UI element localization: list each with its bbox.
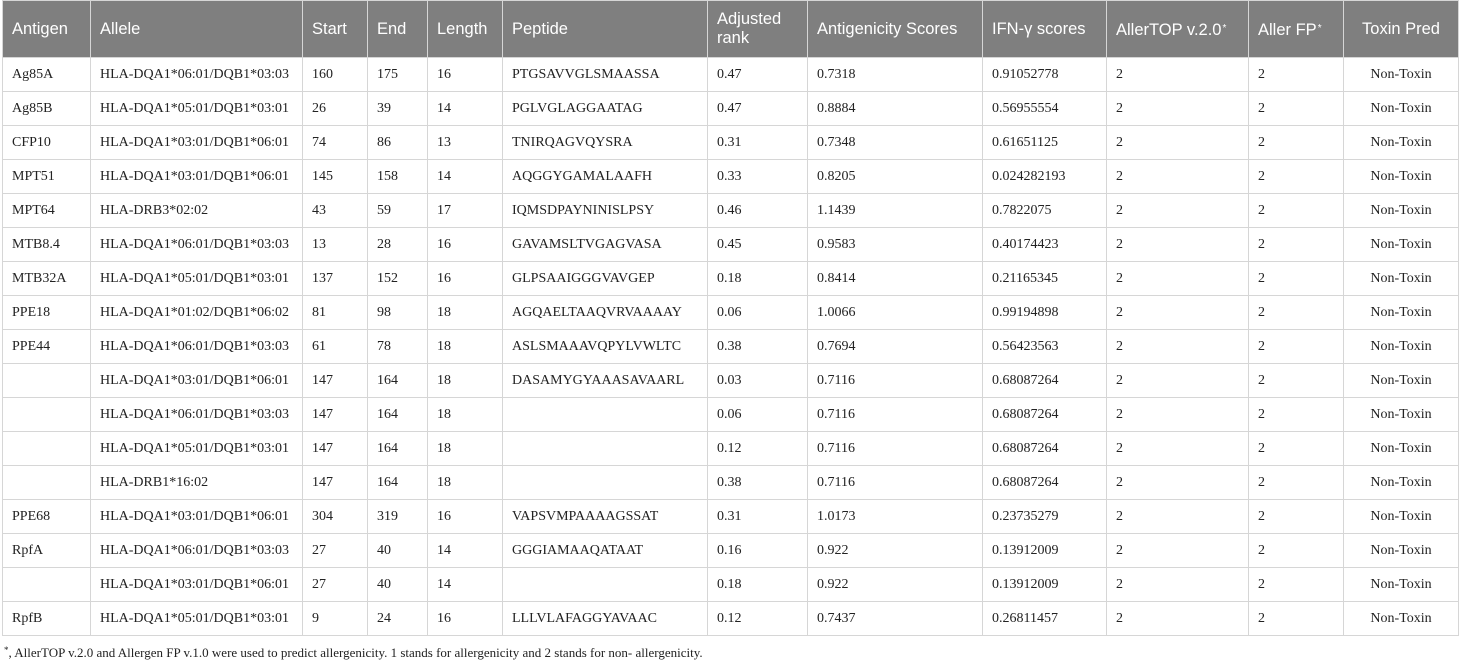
header-antigen: Antigen xyxy=(3,1,91,58)
cell-length: 18 xyxy=(428,364,503,398)
cell-peptide: GGGIAMAAQATAAT xyxy=(503,534,708,568)
table-container xyxy=(2,0,1458,636)
cell-antigenicity-score: 0.7694 xyxy=(808,330,983,364)
cell-ifn-score: 0.56955554 xyxy=(983,92,1107,126)
header-adjusted-rank: Adjusted rank xyxy=(708,1,808,58)
cell-end: 39 xyxy=(368,92,428,126)
cell-allertop: 2 xyxy=(1107,364,1249,398)
cell-start: 43 xyxy=(303,194,368,228)
cell-start: 61 xyxy=(303,330,368,364)
cell-allertop: 2 xyxy=(1107,160,1249,194)
cell-peptide: GAVAMSLTVGAGVASA xyxy=(503,228,708,262)
header-antigenicity-scores: Antigenicity Scores xyxy=(808,1,983,58)
cell-allele: HLA-DQA1*05:01/DQB1*03:01 xyxy=(91,602,303,636)
cell-toxin-pred: Non-Toxin xyxy=(1344,262,1459,296)
footnote xyxy=(4,645,703,661)
cell-start: 27 xyxy=(303,568,368,602)
cell-ifn-score: 0.68087264 xyxy=(983,364,1107,398)
cell-end: 86 xyxy=(368,126,428,160)
cell-antigen: MPT64 xyxy=(3,194,91,228)
cell-start: 145 xyxy=(303,160,368,194)
cell-peptide: AGQAELTAAQVRVAAAAY xyxy=(503,296,708,330)
table-row xyxy=(3,228,1459,262)
cell-length: 14 xyxy=(428,534,503,568)
cell-ifn-score: 0.91052778 xyxy=(983,58,1107,92)
cell-antigen xyxy=(3,398,91,432)
header-allerfp: Aller FP* xyxy=(1249,1,1344,58)
cell-allertop: 2 xyxy=(1107,568,1249,602)
cell-allele: HLA-DQA1*06:01/DQB1*03:03 xyxy=(91,398,303,432)
cell-peptide: AQGGYGAMALAAFH xyxy=(503,160,708,194)
cell-peptide xyxy=(503,466,708,500)
cell-antigen xyxy=(3,466,91,500)
cell-start: 147 xyxy=(303,364,368,398)
cell-allerfp: 2 xyxy=(1249,432,1344,466)
table-row xyxy=(3,466,1459,500)
cell-end: 59 xyxy=(368,194,428,228)
cell-adjusted-rank: 0.31 xyxy=(708,500,808,534)
table-row xyxy=(3,602,1459,636)
cell-ifn-score: 0.23735279 xyxy=(983,500,1107,534)
cell-length: 16 xyxy=(428,228,503,262)
cell-toxin-pred: Non-Toxin xyxy=(1344,432,1459,466)
cell-toxin-pred: Non-Toxin xyxy=(1344,500,1459,534)
table-row xyxy=(3,92,1459,126)
cell-allele: HLA-DQA1*06:01/DQB1*03:03 xyxy=(91,330,303,364)
header-peptide: Peptide xyxy=(503,1,708,58)
cell-allerfp: 2 xyxy=(1249,296,1344,330)
cell-antigenicity-score: 0.8205 xyxy=(808,160,983,194)
cell-allerfp: 2 xyxy=(1249,160,1344,194)
cell-peptide: VAPSVMPAAAAGSSAT xyxy=(503,500,708,534)
cell-start: 304 xyxy=(303,500,368,534)
header-ifn-scores: IFN-γ scores xyxy=(983,1,1107,58)
cell-start: 26 xyxy=(303,92,368,126)
cell-antigenicity-score: 1.1439 xyxy=(808,194,983,228)
cell-allerfp: 2 xyxy=(1249,364,1344,398)
cell-length: 14 xyxy=(428,160,503,194)
cell-allerfp: 2 xyxy=(1249,534,1344,568)
cell-allele: HLA-DQA1*03:01/DQB1*06:01 xyxy=(91,126,303,160)
table-row xyxy=(3,58,1459,92)
cell-antigen: MTB8.4 xyxy=(3,228,91,262)
cell-toxin-pred: Non-Toxin xyxy=(1344,228,1459,262)
cell-start: 147 xyxy=(303,398,368,432)
cell-allele: HLA-DQA1*05:01/DQB1*03:01 xyxy=(91,432,303,466)
cell-toxin-pred: Non-Toxin xyxy=(1344,534,1459,568)
cell-antigen: Ag85A xyxy=(3,58,91,92)
cell-end: 164 xyxy=(368,432,428,466)
table-row xyxy=(3,296,1459,330)
cell-allele: HLA-DQA1*05:01/DQB1*03:01 xyxy=(91,262,303,296)
cell-antigenicity-score: 0.922 xyxy=(808,534,983,568)
cell-adjusted-rank: 0.45 xyxy=(708,228,808,262)
cell-toxin-pred: Non-Toxin xyxy=(1344,602,1459,636)
cell-start: 160 xyxy=(303,58,368,92)
table-row xyxy=(3,534,1459,568)
cell-ifn-score: 0.56423563 xyxy=(983,330,1107,364)
cell-allele: HLA-DRB1*16:02 xyxy=(91,466,303,500)
table-body xyxy=(3,58,1459,636)
cell-allerfp: 2 xyxy=(1249,398,1344,432)
cell-antigen xyxy=(3,568,91,602)
cell-ifn-score: 0.68087264 xyxy=(983,432,1107,466)
cell-allerfp: 2 xyxy=(1249,330,1344,364)
table-row xyxy=(3,568,1459,602)
cell-end: 40 xyxy=(368,568,428,602)
cell-allertop: 2 xyxy=(1107,500,1249,534)
cell-allertop: 2 xyxy=(1107,398,1249,432)
cell-toxin-pred: Non-Toxin xyxy=(1344,364,1459,398)
cell-allele: HLA-DQA1*03:01/DQB1*06:01 xyxy=(91,160,303,194)
table-row xyxy=(3,364,1459,398)
cell-ifn-score: 0.68087264 xyxy=(983,466,1107,500)
cell-antigen: MTB32A xyxy=(3,262,91,296)
cell-allerfp: 2 xyxy=(1249,126,1344,160)
cell-adjusted-rank: 0.33 xyxy=(708,160,808,194)
table-row xyxy=(3,262,1459,296)
cell-start: 147 xyxy=(303,466,368,500)
cell-length: 14 xyxy=(428,92,503,126)
cell-allertop: 2 xyxy=(1107,466,1249,500)
cell-adjusted-rank: 0.12 xyxy=(708,432,808,466)
cell-peptide: GLPSAAIGGGVAVGEP xyxy=(503,262,708,296)
cell-antigenicity-score: 1.0066 xyxy=(808,296,983,330)
cell-adjusted-rank: 0.06 xyxy=(708,398,808,432)
cell-allertop: 2 xyxy=(1107,228,1249,262)
table-header xyxy=(3,1,1459,58)
cell-allerfp: 2 xyxy=(1249,602,1344,636)
cell-ifn-score: 0.21165345 xyxy=(983,262,1107,296)
cell-antigen xyxy=(3,364,91,398)
cell-adjusted-rank: 0.03 xyxy=(708,364,808,398)
cell-adjusted-rank: 0.38 xyxy=(708,466,808,500)
cell-toxin-pred: Non-Toxin xyxy=(1344,126,1459,160)
cell-allertop: 2 xyxy=(1107,58,1249,92)
cell-peptide: DASAMYGYAAASAVAARL xyxy=(503,364,708,398)
cell-antigen: PPE68 xyxy=(3,500,91,534)
cell-antigen xyxy=(3,432,91,466)
cell-length: 16 xyxy=(428,500,503,534)
cell-end: 175 xyxy=(368,58,428,92)
cell-toxin-pred: Non-Toxin xyxy=(1344,330,1459,364)
cell-antigenicity-score: 0.7116 xyxy=(808,466,983,500)
cell-antigenicity-score: 1.0173 xyxy=(808,500,983,534)
cell-length: 18 xyxy=(428,330,503,364)
cell-antigen: Ag85B xyxy=(3,92,91,126)
cell-end: 152 xyxy=(368,262,428,296)
cell-start: 81 xyxy=(303,296,368,330)
cell-allertop: 2 xyxy=(1107,602,1249,636)
cell-adjusted-rank: 0.18 xyxy=(708,262,808,296)
cell-allerfp: 2 xyxy=(1249,228,1344,262)
cell-adjusted-rank: 0.31 xyxy=(708,126,808,160)
cell-allerfp: 2 xyxy=(1249,262,1344,296)
header-allele: Allele xyxy=(91,1,303,58)
cell-length: 16 xyxy=(428,262,503,296)
cell-allertop: 2 xyxy=(1107,432,1249,466)
cell-ifn-score: 0.99194898 xyxy=(983,296,1107,330)
footnote-mark: * xyxy=(4,645,9,655)
cell-end: 164 xyxy=(368,466,428,500)
cell-ifn-score: 0.68087264 xyxy=(983,398,1107,432)
cell-peptide: ASLSMAAAVQPYLVWLTC xyxy=(503,330,708,364)
cell-antigen: MPT51 xyxy=(3,160,91,194)
cell-end: 164 xyxy=(368,364,428,398)
cell-antigen: RpfB xyxy=(3,602,91,636)
cell-allele: HLA-DRB3*02:02 xyxy=(91,194,303,228)
cell-peptide: TNIRQAGVQYSRA xyxy=(503,126,708,160)
cell-start: 74 xyxy=(303,126,368,160)
cell-allertop: 2 xyxy=(1107,92,1249,126)
cell-antigen: RpfA xyxy=(3,534,91,568)
cell-ifn-score: 0.40174423 xyxy=(983,228,1107,262)
cell-allerfp: 2 xyxy=(1249,58,1344,92)
cell-peptide: IQMSDPAYNINISLPSY xyxy=(503,194,708,228)
header-row xyxy=(3,1,1459,58)
cell-antigenicity-score: 0.7318 xyxy=(808,58,983,92)
cell-antigenicity-score: 0.7116 xyxy=(808,398,983,432)
cell-allele: HLA-DQA1*06:01/DQB1*03:03 xyxy=(91,228,303,262)
cell-length: 16 xyxy=(428,602,503,636)
cell-peptide xyxy=(503,568,708,602)
cell-allertop: 2 xyxy=(1107,330,1249,364)
cell-length: 13 xyxy=(428,126,503,160)
table-row xyxy=(3,126,1459,160)
cell-toxin-pred: Non-Toxin xyxy=(1344,160,1459,194)
header-start: Start xyxy=(303,1,368,58)
cell-length: 16 xyxy=(428,58,503,92)
cell-adjusted-rank: 0.16 xyxy=(708,534,808,568)
header-allertop: AllerTOP v.2.0* xyxy=(1107,1,1249,58)
cell-antigenicity-score: 0.9583 xyxy=(808,228,983,262)
cell-allertop: 2 xyxy=(1107,262,1249,296)
cell-adjusted-rank: 0.38 xyxy=(708,330,808,364)
cell-allertop: 2 xyxy=(1107,296,1249,330)
cell-allele: HLA-DQA1*03:01/DQB1*06:01 xyxy=(91,500,303,534)
cell-adjusted-rank: 0.18 xyxy=(708,568,808,602)
cell-allele: HLA-DQA1*03:01/DQB1*06:01 xyxy=(91,364,303,398)
cell-antigenicity-score: 0.7116 xyxy=(808,364,983,398)
cell-start: 13 xyxy=(303,228,368,262)
cell-end: 28 xyxy=(368,228,428,262)
cell-allerfp: 2 xyxy=(1249,92,1344,126)
cell-allele: HLA-DQA1*01:02/DQB1*06:02 xyxy=(91,296,303,330)
cell-allertop: 2 xyxy=(1107,126,1249,160)
cell-toxin-pred: Non-Toxin xyxy=(1344,194,1459,228)
cell-length: 18 xyxy=(428,296,503,330)
cell-antigen: CFP10 xyxy=(3,126,91,160)
cell-ifn-score: 0.13912009 xyxy=(983,568,1107,602)
cell-peptide: PGLVGLAGGAATAG xyxy=(503,92,708,126)
cell-adjusted-rank: 0.06 xyxy=(708,296,808,330)
cell-end: 319 xyxy=(368,500,428,534)
cell-length: 18 xyxy=(428,398,503,432)
table-row xyxy=(3,194,1459,228)
cell-allerfp: 2 xyxy=(1249,194,1344,228)
cell-allertop: 2 xyxy=(1107,534,1249,568)
cell-toxin-pred: Non-Toxin xyxy=(1344,568,1459,602)
cell-length: 14 xyxy=(428,568,503,602)
footnote-text: , AllerTOP v.2.0 and Allergen FP v.1.0 were used to predict allergenicity. 1 stands for allergenicity and 2 stands for non- allergenicity. xyxy=(8,645,703,660)
cell-peptide: LLLVLAFAGGYAVAAC xyxy=(503,602,708,636)
cell-allerfp: 2 xyxy=(1249,500,1344,534)
cell-allerfp: 2 xyxy=(1249,568,1344,602)
cell-antigen: PPE44 xyxy=(3,330,91,364)
cell-start: 137 xyxy=(303,262,368,296)
header-length: Length xyxy=(428,1,503,58)
cell-start: 9 xyxy=(303,602,368,636)
cell-allerfp: 2 xyxy=(1249,466,1344,500)
cell-toxin-pred: Non-Toxin xyxy=(1344,92,1459,126)
cell-end: 98 xyxy=(368,296,428,330)
cell-end: 24 xyxy=(368,602,428,636)
cell-antigen: PPE18 xyxy=(3,296,91,330)
cell-start: 27 xyxy=(303,534,368,568)
cell-allele: HLA-DQA1*06:01/DQB1*03:03 xyxy=(91,534,303,568)
table-row xyxy=(3,500,1459,534)
cell-ifn-score: 0.26811457 xyxy=(983,602,1107,636)
cell-antigenicity-score: 0.7437 xyxy=(808,602,983,636)
cell-length: 18 xyxy=(428,432,503,466)
cell-end: 164 xyxy=(368,398,428,432)
cell-toxin-pred: Non-Toxin xyxy=(1344,466,1459,500)
cell-antigenicity-score: 0.7116 xyxy=(808,432,983,466)
cell-end: 158 xyxy=(368,160,428,194)
epitope-table xyxy=(2,0,1459,636)
table-row xyxy=(3,160,1459,194)
cell-antigenicity-score: 0.7348 xyxy=(808,126,983,160)
cell-adjusted-rank: 0.12 xyxy=(708,602,808,636)
cell-length: 17 xyxy=(428,194,503,228)
cell-end: 40 xyxy=(368,534,428,568)
header-end: End xyxy=(368,1,428,58)
cell-allertop: 2 xyxy=(1107,194,1249,228)
cell-toxin-pred: Non-Toxin xyxy=(1344,398,1459,432)
cell-allele: HLA-DQA1*05:01/DQB1*03:01 xyxy=(91,92,303,126)
cell-toxin-pred: Non-Toxin xyxy=(1344,58,1459,92)
cell-ifn-score: 0.13912009 xyxy=(983,534,1107,568)
cell-start: 147 xyxy=(303,432,368,466)
table-row xyxy=(3,330,1459,364)
cell-adjusted-rank: 0.46 xyxy=(708,194,808,228)
cell-adjusted-rank: 0.47 xyxy=(708,92,808,126)
table-row xyxy=(3,432,1459,466)
cell-antigenicity-score: 0.8414 xyxy=(808,262,983,296)
cell-end: 78 xyxy=(368,330,428,364)
cell-toxin-pred: Non-Toxin xyxy=(1344,296,1459,330)
table-row xyxy=(3,398,1459,432)
cell-peptide xyxy=(503,432,708,466)
cell-ifn-score: 0.024282193 xyxy=(983,160,1107,194)
header-toxin-pred: Toxin Pred xyxy=(1344,1,1459,58)
cell-length: 18 xyxy=(428,466,503,500)
cell-peptide: PTGSAVVGLSMAASSA xyxy=(503,58,708,92)
cell-antigenicity-score: 0.922 xyxy=(808,568,983,602)
cell-antigenicity-score: 0.8884 xyxy=(808,92,983,126)
cell-allele: HLA-DQA1*03:01/DQB1*06:01 xyxy=(91,568,303,602)
cell-adjusted-rank: 0.47 xyxy=(708,58,808,92)
cell-peptide xyxy=(503,398,708,432)
cell-allele: HLA-DQA1*06:01/DQB1*03:03 xyxy=(91,58,303,92)
cell-ifn-score: 0.7822075 xyxy=(983,194,1107,228)
cell-ifn-score: 0.61651125 xyxy=(983,126,1107,160)
